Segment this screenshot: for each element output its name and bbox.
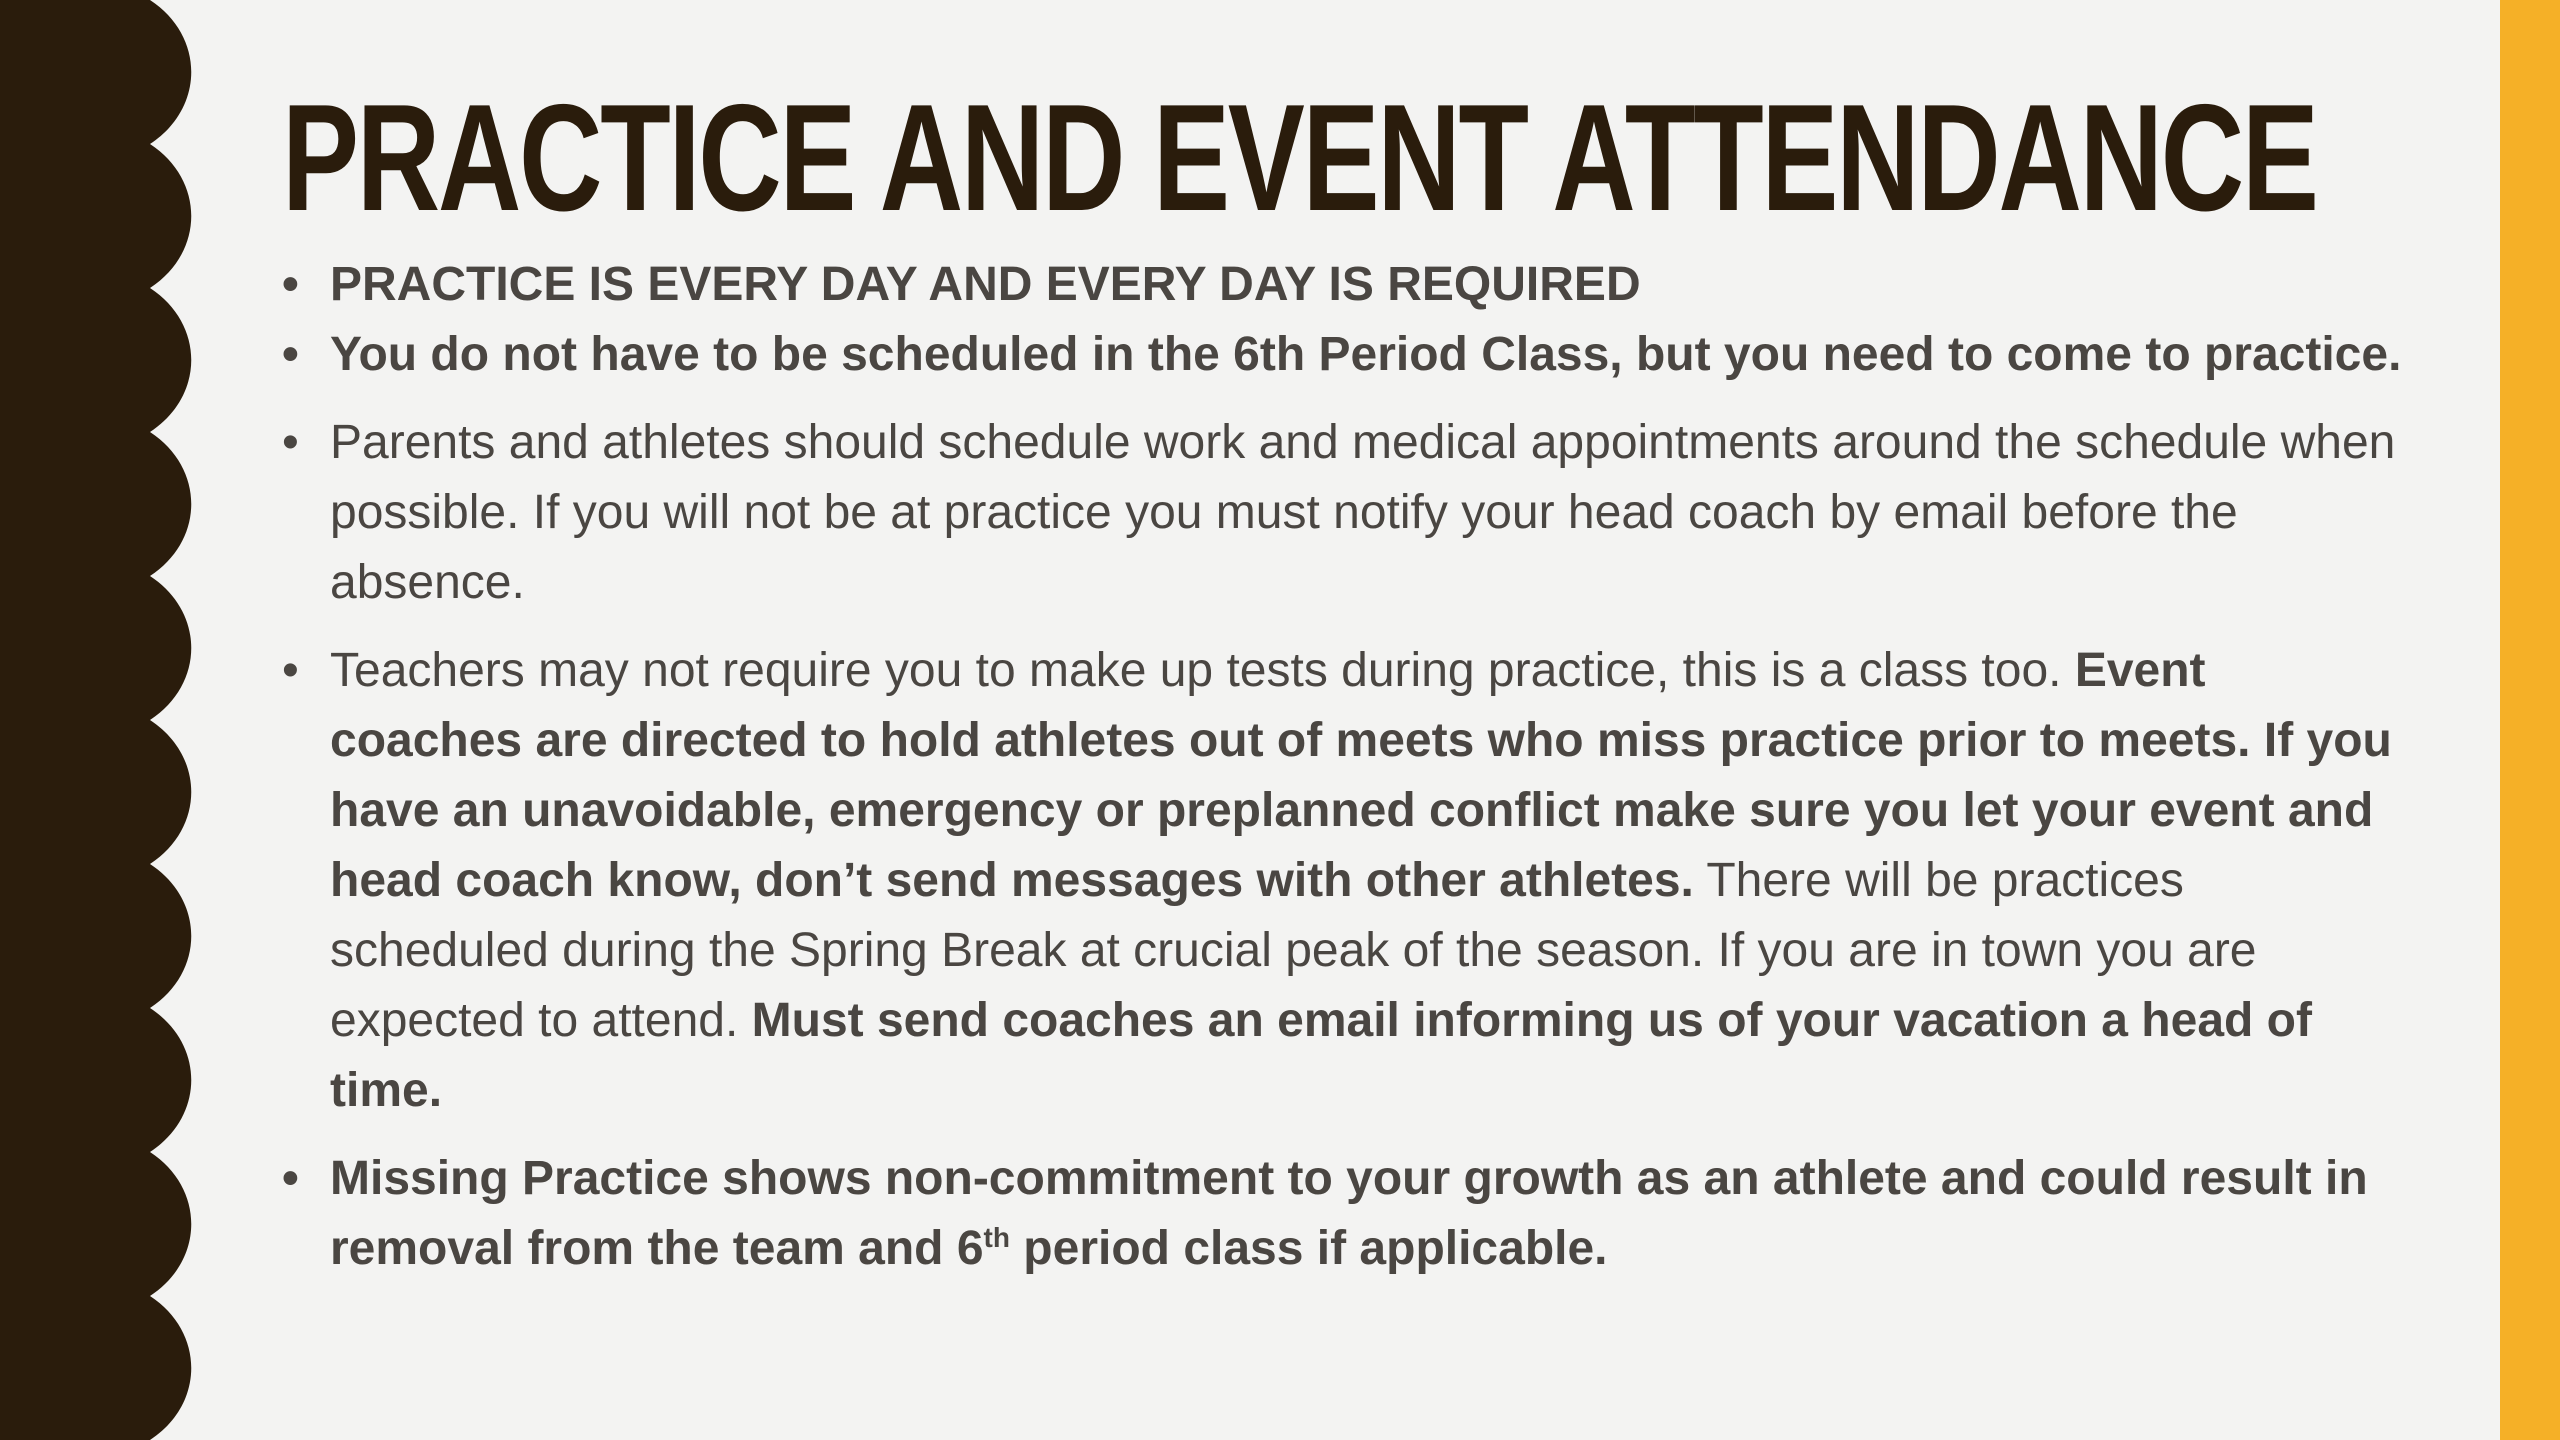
bullet-practice-required: • PRACTICE IS EVERY DAY AND EVERY DAY IS REQUIRED bbox=[282, 250, 2402, 320]
bullet-missing-practice-end: period class if applicable. bbox=[1009, 1222, 1608, 1275]
left-wavy-band bbox=[0, 0, 200, 1440]
ordinal-suffix: th bbox=[983, 1222, 1010, 1253]
left-wavy-band-shape bbox=[0, 0, 191, 1440]
bullet-list bbox=[282, 250, 2402, 1284]
bullet-parents-schedule: • Parents and athletes should schedule work and medical appointments around the schedule when possible. If you will not be at practice you must notify your head coach by email before the absence. bbox=[282, 408, 2402, 618]
bullet-event-coaches-text: Event coaches are directed to hold athletes out of meets who miss practice prior to meets. If you have an unavoidable, emergency or preplanned conflict make sure you let your event and head coach know, don’t send messages with other athletes. bbox=[330, 644, 2392, 907]
slide-title: PRACTICE AND EVENT ATTENDANCE bbox=[282, 73, 2317, 243]
right-accent-bar bbox=[2500, 0, 2560, 1440]
bullet-sixth-period: • You do not have to be scheduled in the 6th Period Class, but you need to come to practice. bbox=[282, 320, 2402, 390]
bullet-spring-break-text: There will be practices scheduled during the Spring Break at crucial peak of the season. If you are in town you are expected to attend. bbox=[330, 854, 2257, 1047]
bullet-teachers-text: Teachers may not require you to make up tests during practice, this is a class too. bbox=[330, 644, 2075, 697]
bullet-vacation-email-text: Must send coaches an email informing us of your vacation a head of time. bbox=[330, 994, 2312, 1117]
bullet-teachers-conflicts bbox=[282, 636, 2402, 1126]
bullet-missing-practice-text: Missing Practice shows non-commitment to your growth as an athlete and could result in removal from the team and 6 bbox=[330, 1152, 2368, 1275]
bullet-missing-practice bbox=[282, 1144, 2402, 1284]
